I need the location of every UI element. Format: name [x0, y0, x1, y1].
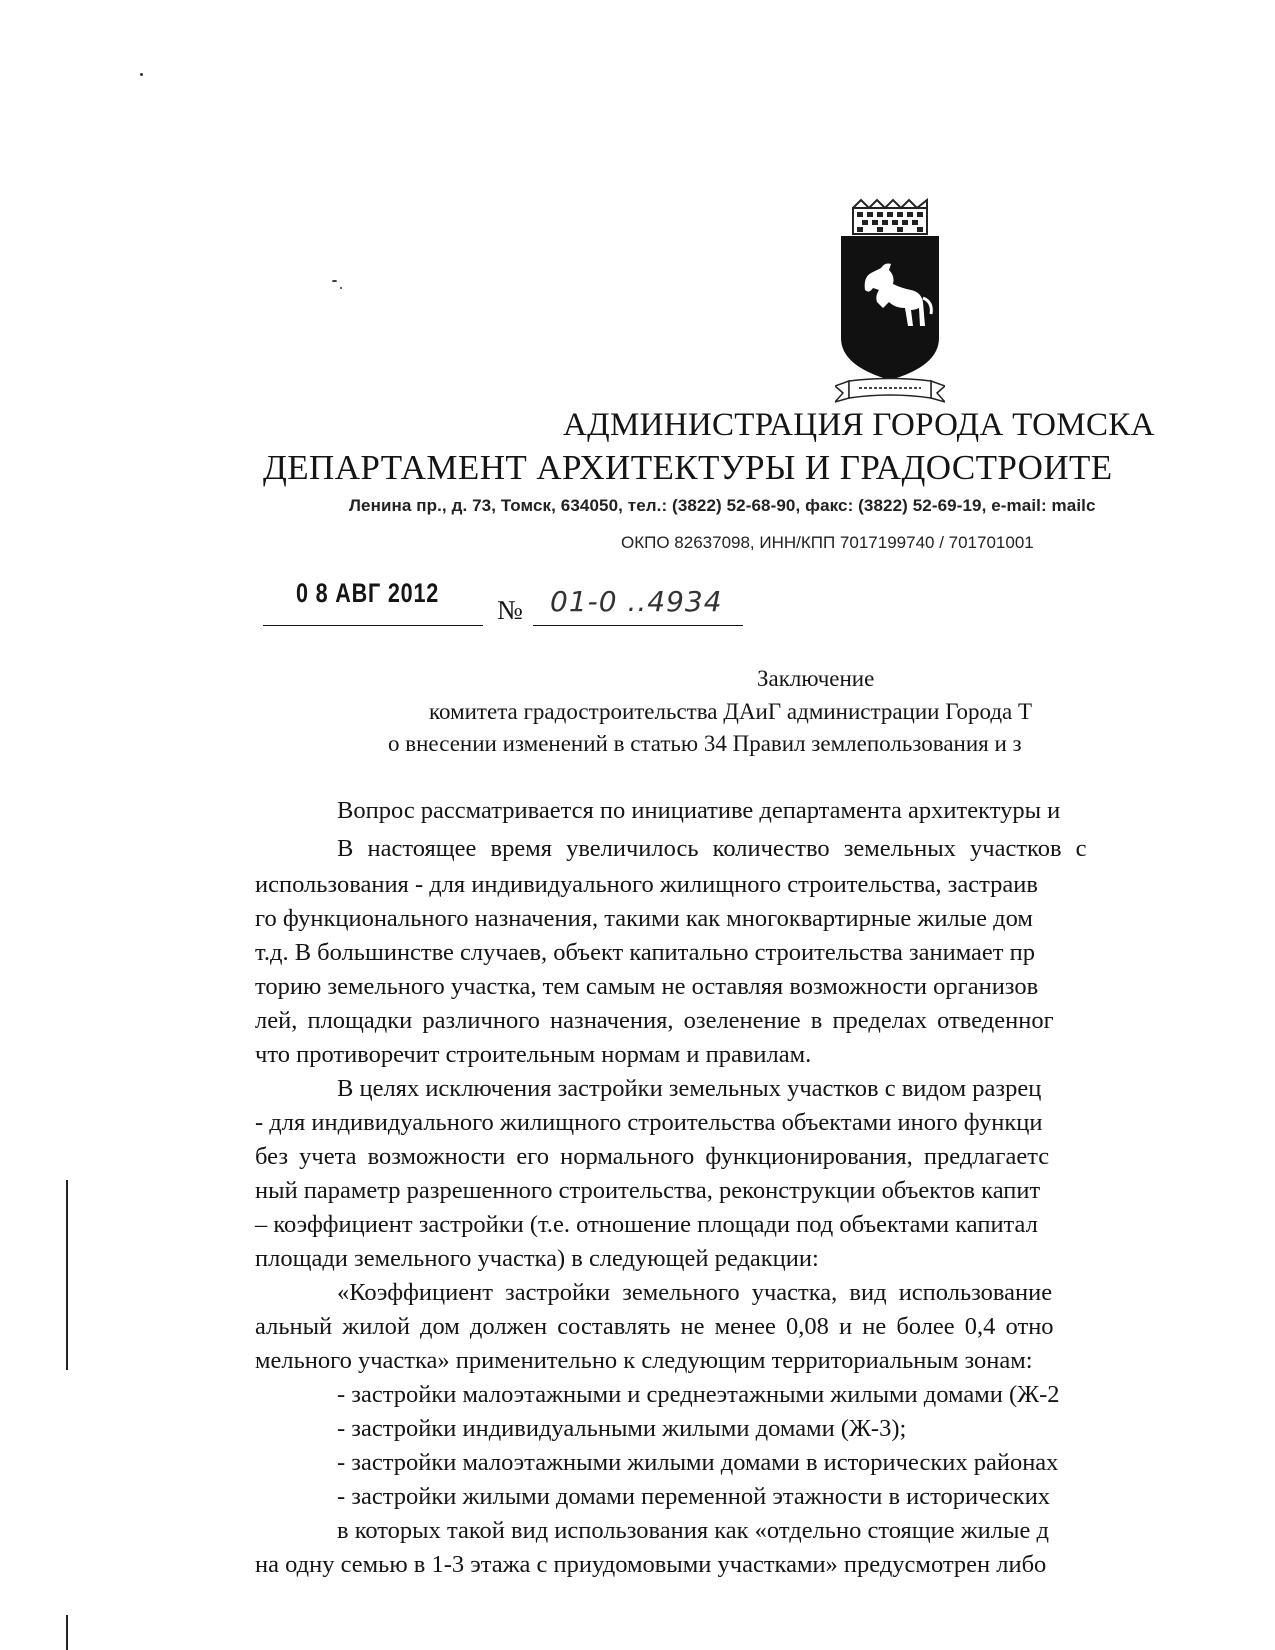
body-line: Вопрос рассматривается по инициативе департамента архитектуры и	[337, 797, 1061, 824]
body-line: что противоречит строительным нормам и правилам.	[255, 1041, 812, 1068]
body-line: без учета возможности его нормального функционирования, предлагаетс	[255, 1143, 1050, 1170]
body-line: го функционального назначения, такими как многоквартирные жилые дом	[255, 905, 1033, 932]
document-subtitle: о внесении изменений в статью 34 Правил землепользования и з	[388, 731, 1022, 756]
list-item: - застройки индивидуальными жилыми домами (Ж-3);	[337, 1415, 907, 1442]
registration-number: 01-0 ..4934	[550, 585, 723, 618]
body-line: - для индивидуального жилищного строительства объектами иного функци	[255, 1109, 1043, 1136]
body-line: В целях исключения застройки земельных участков с видом разрец	[337, 1075, 1042, 1102]
list-item: - застройки малоэтажными жилыми домами в исторических районах	[337, 1449, 1059, 1476]
body-line: альный жилой дом должен составлять не менее 0,08 и не более 0,4 отно	[255, 1313, 1054, 1340]
body-line: т.д. В большинстве случаев, объект капитально строительства занимает пр	[255, 939, 1035, 966]
body-line: лей, площадки различного назначения, озеленение в пределах отведенног	[255, 1007, 1054, 1034]
body-line: в которых такой вид использования как «отдельно стоящие жилые д	[337, 1517, 1049, 1544]
list-item: - застройки жилыми домами переменной этажности в исторических	[337, 1483, 1051, 1510]
date-underline	[263, 625, 483, 626]
body-line: использования - для индивидуального жилищного строительства, застраив	[255, 871, 1038, 898]
body-line: ный параметр разрешенного строительства, реконструкции объектов капит	[255, 1177, 1041, 1204]
margin-mark	[66, 1615, 68, 1650]
scan-speck	[340, 287, 342, 289]
body-line: В настоящее время увеличилось количество земельных участков с	[337, 835, 1087, 862]
document-title: Заключение	[757, 666, 875, 691]
department-name: ДЕПАРТАМЕНТ АРХИТЕКТУРЫ И ГРАДОСТРОИТЕ	[263, 448, 1113, 487]
scan-speck	[332, 280, 337, 282]
number-underline	[533, 625, 743, 626]
body-line: на одну семью в 1-3 этажа с приудомовыми участками» предусмотрен либо	[255, 1551, 1047, 1578]
number-sign: №	[497, 595, 523, 625]
registry-codes: ОКПО 82637098, ИНН/КПП 7017199740 / 701701001	[621, 533, 1034, 552]
body-line: – коэффициент застройки (т.е. отношение площади под объектами капитал	[255, 1211, 1038, 1238]
address-line: Ленина пр., д. 73, Томск, 634050, тел.: (3822) 52-68-90, факс: (3822) 52-69-19, e-mail: mailc	[349, 496, 1096, 515]
margin-mark	[66, 1180, 68, 1370]
registration-date-stamp: 0 8 АВГ 2012	[296, 578, 440, 608]
scan-speck	[140, 73, 143, 76]
document-subtitle: комитета градостроительства ДАиГ администрации Города Т	[429, 699, 1033, 724]
body-line: площади земельного участка) в следующей редакции:	[255, 1245, 819, 1272]
organization-name: АДМИНИСТРАЦИЯ ГОРОДА ТОМСКА	[563, 407, 1155, 443]
body-line: торию земельного участка, тем самым не оставляя возможности организов	[255, 973, 1039, 1000]
tomsk-coat-of-arms-icon	[835, 198, 945, 413]
list-item: - застройки малоэтажными и среднеэтажными жилыми домами (Ж-2	[337, 1381, 1060, 1408]
body-line: мельного участка» применительно к следующим территориальным зонам:	[255, 1347, 1033, 1374]
body-line: «Коэффициент застройки земельного участка, вид использование	[337, 1279, 1053, 1306]
